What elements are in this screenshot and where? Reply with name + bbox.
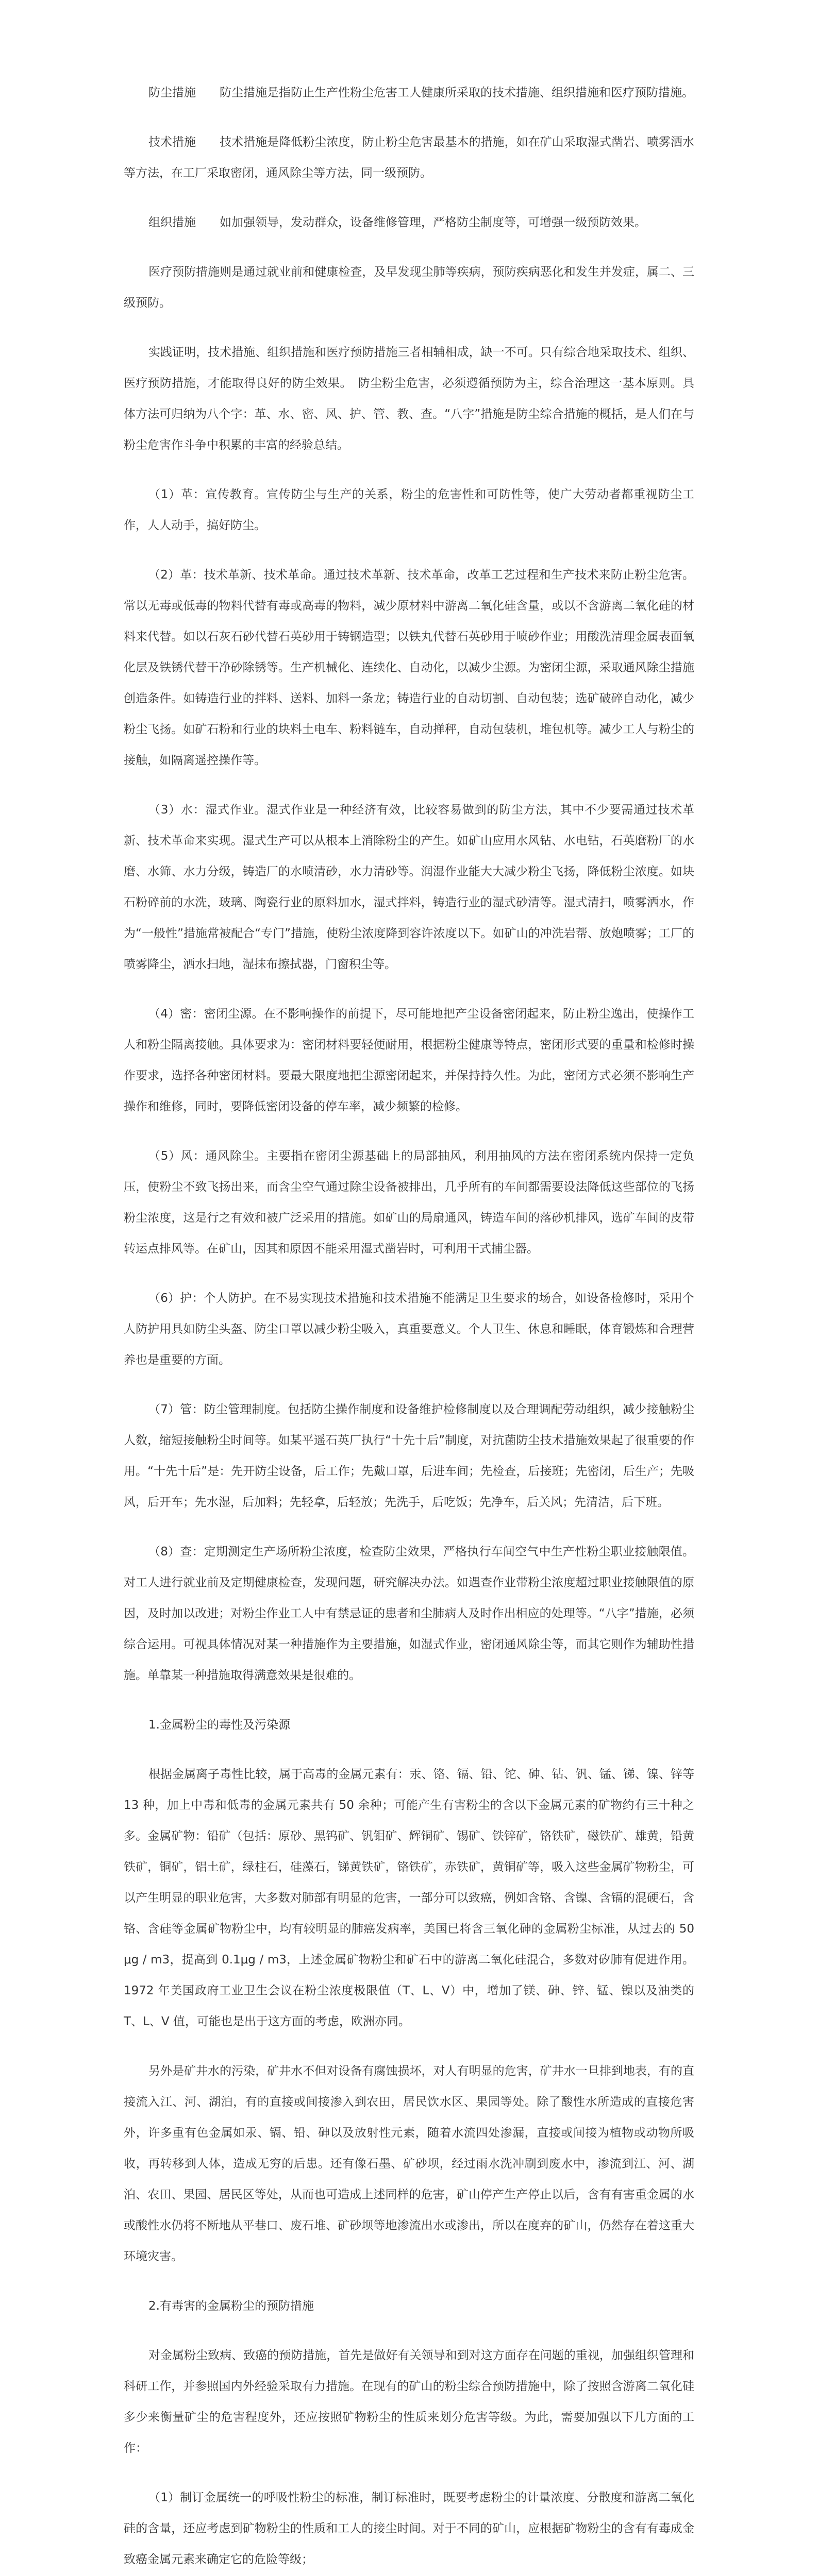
paragraph: （1）制订金属统一的呼吸性粉尘的标准，制订标准时，既要考虑粉尘的计量浓度、分散度和游离二氧化硅的含量，还应考虑到矿物粉尘的性质和工人的接尘时间。对于不同的矿山，应根据矿物粉尘的含有有毒成金致癌金属元素来确定它的危险等级； [124,2491,694,2566]
paragraph: 另外是矿井水的污染，矿井水不但对设备有腐蚀损坏，对人有明显的危害，矿井水一旦排到地表，有的直接流入江、河、湖泊，有的直接或间接渗入到农田，居民饮水区、果园等处。除了酸性水所造成的直接危害外，许多重有色金属如汞、镉、铅、砷以及放射性元素，随着水流四处渗漏，直接或间接为植物或动物所吸收，再转移到人体，造成无穷的后患。还有像石墨、矿砂坝，经过雨水洗冲刷到废水中，渗流到江、河、湖泊、农田、果园、居民区等处，从而也可造成上述同样的危害，矿山停产生产停止以后，含有有害重金属的水或酸性水仍将不断地从平巷口、废石堆、矿砂坝等地渗流出水或渗出，所以在度弃的矿山，仍然存在着这重大环境灾害。 [124,2064,694,2263]
section-heading: 1.金属粉尘的毒性及污染源 [148,1718,290,1732]
paragraph: 组织措施 如加强领导，发动群众，设备维修管理，严格防尘制度等，可增强一级预防效果。 [148,216,646,229]
paragraph: （8）查：定期测定生产场所粉尘浓度，检查防尘效果，严格执行车间空气中生产性粉尘职业接触限值。对工人进行就业前及定期健康检查，发现问题，研究解决办法。如遇查作业带粉尘浓度超过职业接触限值的原因，及时加以改进；对粉尘作业工人中有禁忌证的患者和尘肺病人及时作出相应的处理等。“八字”措施，必须综合运用。可视具体情况对某一种措施作为主要措施，如湿式作业，密闭通风除尘等，而其它则作为辅助性措施。单靠某一种措施取得满意效果是很难的。 [124,1545,694,1682]
paragraph: 对金属粉尘致病、致癌的预防措施，首先是做好有关领导和到对这方面存在问题的重视，加强组织管理和科研工作，并参照国内外经验采取有力措施。在现有的矿山的粉尘综合预防措施中，除了按照含游离二氧化硅多少来衡量矿尘的危害程度外，还应按照矿物粉尘的性质来划分危害等级。为此，需要加强以下几方面的工作： [124,2349,694,2455]
section-heading: 2.有毒害的金属粉尘的预防措施 [148,2299,314,2313]
paragraph: 实践证明，技术措施、组织措施和医疗预防措施三者相辅相成，缺一不可。只有综合地采取技术、组织、医疗预防措施，才能取得良好的防尘效果。 防尘粉尘危害，必须遵循预防为主，综合治理这一基本原则。具体方法可归纳为八个字：革、水、密、风、护、管、教、查。“八字”措施是防尘综合措施的概括，是人们在与粉尘危害作斗争中积累的丰富的经验总结。 [124,346,694,452]
paragraph: （5）风：通风除尘。主要指在密闭尘源基础上的局部抽风，利用抽风的方法在密闭系统内保持一定负压，使粉尘不致飞扬出来，而含尘空气通过除尘设备被排出，几乎所有的车间都需要设法降低这些部位的飞扬粉尘浓度，这是行之有效和被广泛采用的措施。如矿山的局扇通风，铸造车间的落砂机排风，选矿车间的皮带转运点排风等。在矿山，因其和原因不能采用湿式凿岩时，可利用干式捕尘器。 [124,1149,694,1256]
paragraph: （4）密：密闭尘源。在不影响操作的前提下，尽可能地把产尘设备密闭起来，防止粉尘逸出，使操作工人和粉尘隔离接触。具体要求为：密闭材料要轻便耐用，根据粉尘健康等特点，密闭形式要的重量和检修时操作要求，选择各种密闭材料。要最大限度地把尘源密闭起来，并保持持久性。为此，密闭方式必须不影响生产操作和维修，同时，要降低密闭设备的停车率，减少频繁的检修。 [124,1007,694,1113]
paragraph: 医疗预防措施则是通过就业前和健康检查，及早发现尘肺等疾病，预防疾病恶化和发生并发症，属二、三级预防。 [124,265,694,310]
paragraph: （6）护：个人防护。在不易实现技术措施和技术措施不能满足卫生要求的场合，如设备检修时，采用个人防护用具如防尘头盔、防尘口罩以减少粉尘吸入，真重要意义。个人卫生、休息和睡眠，体育锻炼和合理营养也是重要的方面。 [124,1292,694,1367]
paragraph: 根据金属离子毒性比较，属于高毒的金属元素有：汞、铬、镉、铅、铊、砷、钴、钒、锰、锑、镍、锌等 13 种，加上中毒和低毒的金属元素共有 50 余种；可能产生有害粉尘的含以下金属元素的矿物约有三十种之多。金属矿物：铅矿（包括：原砂、黑钨矿、钒钼矿、辉铜矿、锡矿、铁锌矿，铬铁矿，磁铁矿、雄黄，铅黄铁矿，铜矿，铝土矿，绿柱石，硅藻石，锑黄铁矿，铬铁矿，赤铁矿，黄铜矿等，吸入这些金属矿物粉尘，可以产生明显的职业危害，大多数对肺部有明显的危害，一部分可以致癌，例如含铬、含镍、含镉的混硬石，含铬、含硅等金属矿物粉尘中，均有较明显的肺癌发病率，美国已将含三氧化砷的金属粉尘标准，从过去的 50μg / m3，提高到 0.1μg / m3，上述金属矿物粉尘和矿石中的游离二氧化硅混合，多数对矽肺有促进作用。1972 年美国政府工业卫生会议在粉尘浓度极限值（T、L、V）中，增加了镁、砷、锌、锰、镍以及油类的 T、L、V 值，可能也是出于这方面的考虑，欧洲亦同。 [124,1768,694,2028]
paragraph: （2）革：技术革新、技术革命。通过技术革新、技术革命，改革工艺过程和生产技术来防止粉尘危害。常以无毒或低毒的物料代替有毒或高毒的物料，减少原材料中游离二氧化硅含量，或以不含游离二氧化硅的材料来代替。如以石灰石砂代替石英砂用于铸钢造型；以铁丸代替石英砂用于喷砂作业；用酸洗清理金属表面氧化层及铁锈代替干净砂除锈等。生产机械化、连续化、自动化，以减少尘源。为密闭尘源，采取通风除尘措施创造条件。如铸造行业的拌料、送料、加料一条龙；铸造行业的自动切割、自动包装；选矿破碎自动化，减少粉尘飞扬。如矿石粉和行业的块料土电车、粉料链车，自动掸秤，自动包装机，堆包机等。减少工人与粉尘的接触，如隔离遥控操作等。 [124,568,694,767]
paragraph: 技术措施 技术措施是降低粉尘浓度，防止粉尘危害最基本的措施，如在矿山采取湿式凿岩、喷雾洒水等方法，在工厂采取密闭，通风除尘等方法，同一级预防。 [124,135,694,180]
paragraph: （7）管：防尘管理制度。包括防尘操作制度和设备维护检修制度以及合理调配劳动组织，减少接触粉尘人数，缩短接触粉尘时间等。如某平遥石英厂执行“十先十后”制度，对抗菌防尘技术措施效果起了很重要的作用。“十先十后”是：先开防尘设备，后工作；先戴口罩，后进车间；先检查，后接班；先密闭，后生产；先吸风，后开车；先水湿，后加料；先轻拿，后轻放；先洗手，后吃饭；先净车，后关风；先清洁，后下班。 [124,1403,694,1509]
paragraph: （1）革：宣传教育。宣传防尘与生产的关系，粉尘的危害性和可防性等，使广大劳动者都重视防尘工作，人人动手，搞好防尘。 [124,488,694,532]
paragraph: 防尘措施 防尘措施是指防止生产性粉尘危害工人健康所采取的技术措施、组织措施和医疗预防措施。 [148,86,694,99]
paragraph: （3）水：湿式作业。湿式作业是一种经济有效，比较容易做到的防尘方法，其中不少要需通过技术革新、技术革命来实现。湿式生产可以从根本上消除粉尘的产生。如矿山应用水风钻、水电钻，石英磨粉厂的水磨、水筛、水力分级，铸造厂的水喷清砂，水力清砂等。润湿作业能大大减少粉尘飞扬，降低粉尘浓度。如块石粉碎前的水洗，玻璃、陶瓷行业的原料加水，湿式拌料，铸造行业的湿式砂清等。湿式清扫，喷雾洒水，作为“一般性”措施常被配合“专门”措施，使粉尘浓度降到容许浓度以下。如矿山的冲洗岩帮、放炮喷雾；工厂的喷雾降尘，洒水扫地，湿抹布擦拭器，门窗积尘等。 [124,803,694,971]
